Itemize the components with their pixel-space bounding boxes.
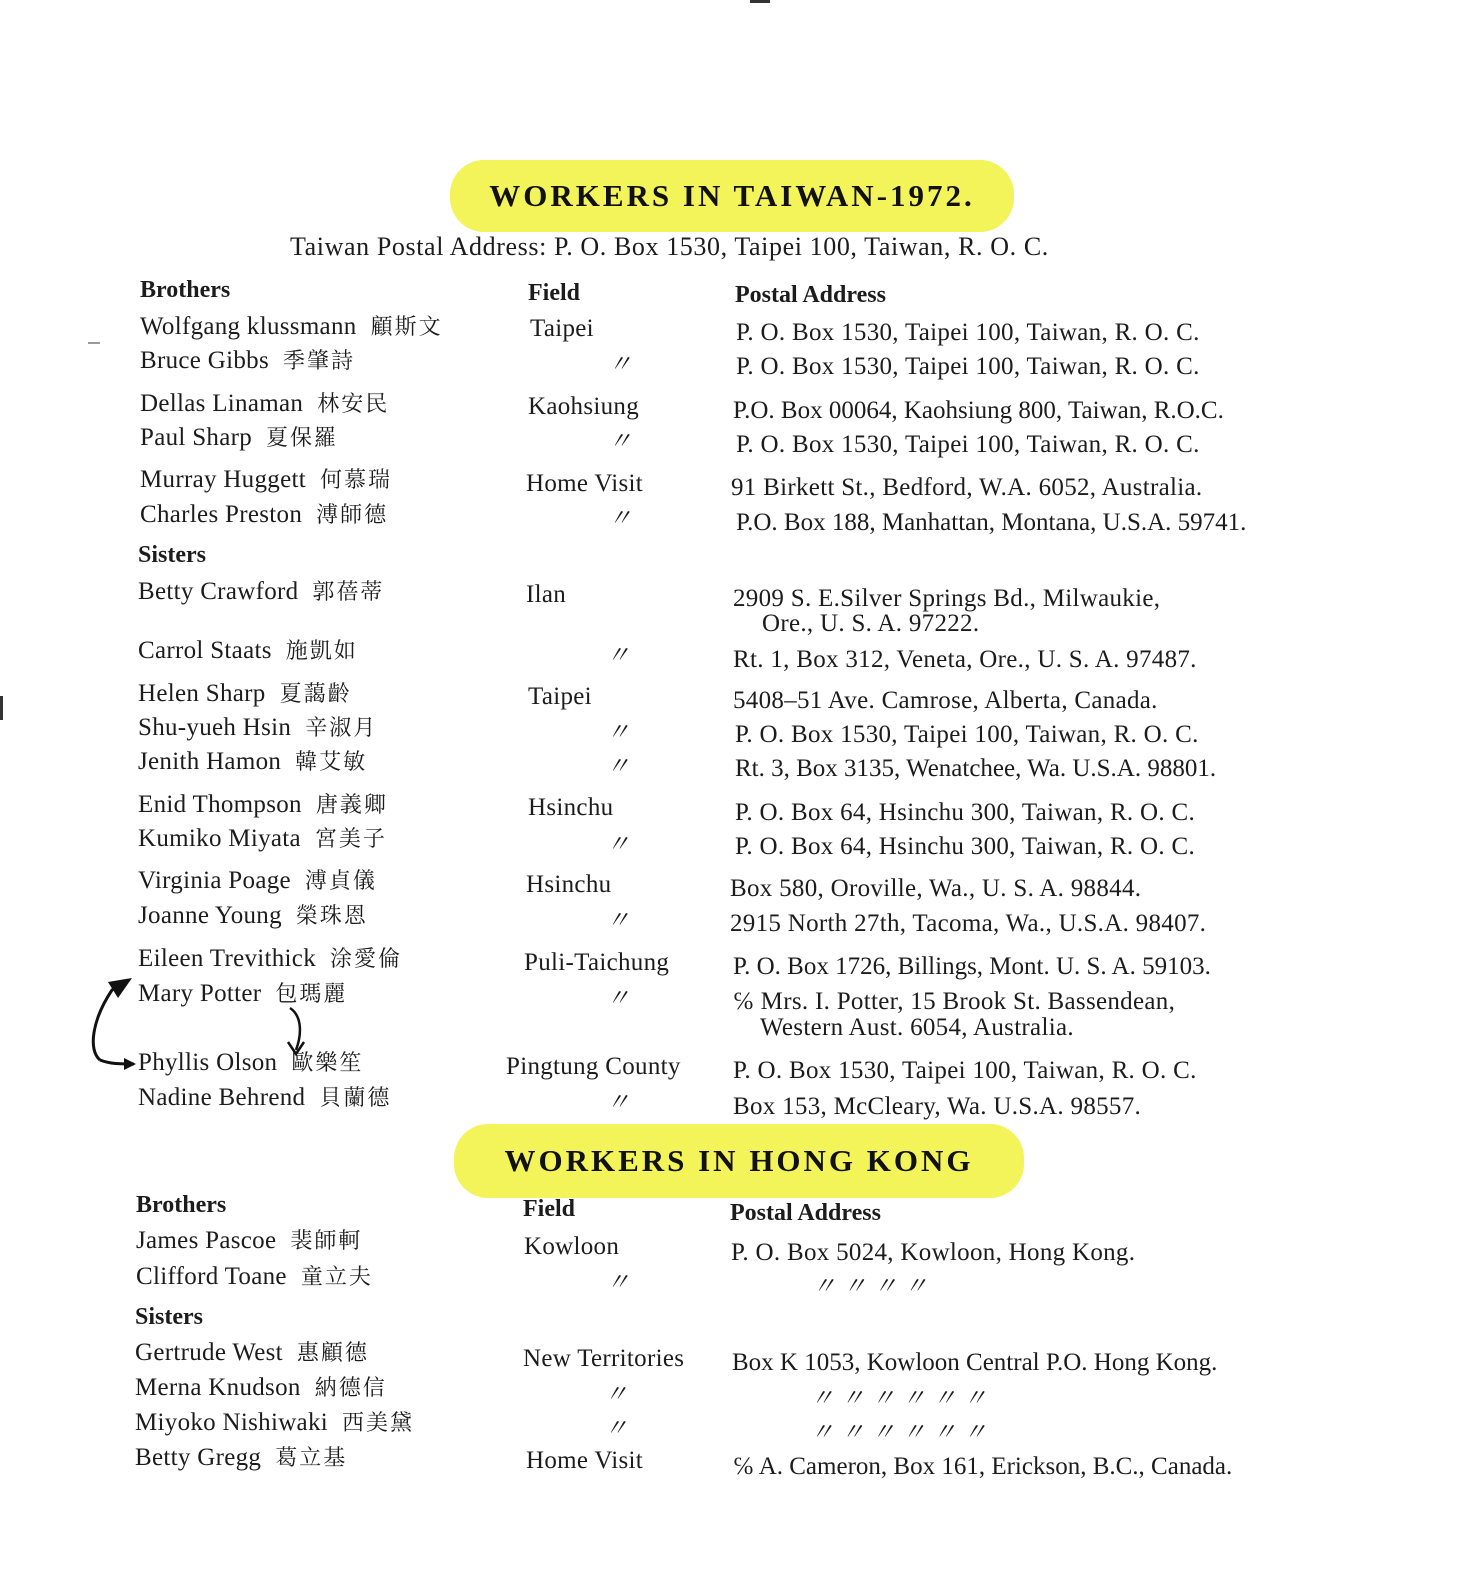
field-cell: Pingtung County	[506, 1053, 681, 1080]
address-cell: 2915 North 27th, Tacoma, Wa., U.S.A. 98407.	[730, 910, 1207, 937]
taiwan-brothers-heading: Brothers	[140, 277, 231, 303]
list-item: Virginia Poage 溥貞儀	[138, 867, 377, 894]
ditto-mark: 〃	[606, 1270, 631, 1296]
list-item: Bruce Gibbs 季肇詩	[140, 347, 355, 374]
list-item: Wolfgang klussmann 顧斯文	[140, 313, 443, 340]
address-cell: ℅ A. Cameron, Box 161, Erickson, B.C., Canada.	[733, 1453, 1233, 1480]
address-cell: P. O. Box 1726, Billings, Mont. U. S. A. 59103.	[733, 953, 1211, 980]
address-cell: P. O. Box 1530, Taipei 100, Taiwan, R. O. C.	[736, 353, 1200, 380]
list-item: Nadine Behrend 貝蘭德	[138, 1084, 392, 1111]
hongkong-postal-heading: Postal Address	[730, 1200, 881, 1226]
scan-artifact	[750, 0, 770, 3]
address-cell: Box 153, McCleary, Wa. U.S.A. 98557.	[733, 1093, 1142, 1120]
address-cell: P. O. Box 1530, Taipei 100, Taiwan, R. O. C.	[736, 319, 1200, 346]
field-cell: Hsinchu	[526, 871, 612, 898]
ditto-mark: 〃	[608, 352, 633, 378]
list-item: James Pascoe 裴師軻	[136, 1227, 363, 1254]
field-cell: Ilan	[526, 581, 567, 608]
address-cell-continued: Ore., U. S. A. 97222.	[762, 610, 980, 637]
address-cell: P.O. Box 188, Manhattan, Montana, U.S.A. 59741.	[736, 509, 1247, 536]
list-item: Jenith Hamon 韓艾敏	[138, 748, 368, 775]
list-item: Kumiko Miyata 宮美子	[138, 825, 387, 852]
address-cell: P. O. Box 1530, Taipei 100, Taiwan, R. O. C.	[735, 721, 1199, 748]
list-item: Joanne Young 榮珠恩	[138, 902, 368, 929]
list-item: Charles Preston 溥師德	[140, 501, 389, 528]
taiwan-title: WORKERS IN TAIWAN-1972.	[489, 178, 975, 213]
ditto-mark: 〃	[606, 720, 631, 746]
list-item: Enid Thompson 唐義卿	[138, 791, 388, 818]
list-item: Shu-yueh Hsin 辛淑月	[138, 714, 378, 741]
address-cell: Rt. 3, Box 3135, Wenatchee, Wa. U.S.A. 98801.	[735, 755, 1217, 782]
address-cell: P. O. Box 64, Hsinchu 300, Taiwan, R. O. C.	[735, 799, 1196, 826]
hongkong-sisters-heading: Sisters	[135, 1304, 203, 1330]
ditto-mark: 〃	[606, 908, 631, 934]
list-item: Clifford Toane 童立夫	[136, 1263, 373, 1290]
list-item: Dellas Linaman 林安民	[140, 390, 390, 417]
ditto-mark: 〃 〃 〃 〃 〃 〃	[810, 1386, 988, 1412]
field-cell: New Territories	[523, 1345, 685, 1372]
ditto-mark: 〃	[606, 754, 631, 780]
ditto-mark: 〃	[606, 986, 631, 1012]
field-cell: Taipei	[530, 315, 594, 342]
taiwan-sisters-heading: Sisters	[138, 542, 206, 568]
list-item: Mary Potter 包瑪麗	[138, 980, 348, 1007]
address-cell: P. O. Box 1530, Taipei 100, Taiwan, R. O. C.	[736, 431, 1200, 458]
scan-artifact	[88, 342, 100, 344]
ditto-mark: 〃 〃 〃 〃	[812, 1274, 929, 1300]
hongkong-title-banner	[454, 1124, 1024, 1198]
ditto-mark: 〃	[604, 1416, 629, 1442]
field-cell: Puli-Taichung	[524, 949, 670, 976]
list-item: Phyllis Olson 歐樂笙	[138, 1049, 364, 1076]
address-cell: ℅ Mrs. I. Potter, 15 Brook St. Bassendean,	[733, 988, 1176, 1015]
ditto-mark: 〃	[606, 643, 631, 669]
field-cell: Home Visit	[526, 1447, 644, 1474]
list-item: Betty Crawford 郭蓓蒂	[138, 578, 385, 605]
ditto-mark: 〃	[604, 1382, 629, 1408]
field-cell: Kowloon	[524, 1233, 620, 1260]
taiwan-postal-heading: Postal Address	[735, 282, 886, 308]
list-item: Eileen Trevithick 涂愛倫	[138, 945, 403, 972]
scan-artifact	[0, 696, 3, 720]
address-cell: P.O. Box 00064, Kaohsiung 800, Taiwan, R.O.C.	[733, 397, 1224, 424]
ditto-mark: 〃	[606, 1090, 631, 1116]
address-cell: P. O. Box 1530, Taipei 100, Taiwan, R. O. C.	[733, 1057, 1197, 1084]
taiwan-field-heading: Field	[528, 280, 580, 306]
list-item: Paul Sharp 夏保羅	[140, 424, 339, 451]
taiwan-postal-address: Taiwan Postal Address: P. O. Box 1530, Taipei 100, Taiwan, R. O. C.	[290, 232, 1049, 261]
ditto-mark: 〃	[608, 429, 633, 455]
address-cell: Box K 1053, Kowloon Central P.O. Hong Kong.	[732, 1349, 1218, 1376]
hongkong-field-heading: Field	[523, 1196, 575, 1222]
field-cell: Home Visit	[526, 470, 644, 497]
list-item: Carrol Staats 施凱如	[138, 637, 358, 664]
hongkong-title: WORKERS IN HONG KONG	[504, 1143, 974, 1178]
address-cell: P. O. Box 64, Hsinchu 300, Taiwan, R. O. C.	[735, 833, 1196, 860]
address-cell: 2909 S. E.Silver Springs Bd., Milwaukie,	[733, 585, 1161, 612]
field-cell: Taipei	[528, 683, 592, 710]
list-item: Murray Huggett 何慕瑞	[140, 466, 392, 493]
hongkong-brothers-heading: Brothers	[136, 1192, 227, 1218]
address-cell-continued: Western Aust. 6054, Australia.	[760, 1014, 1074, 1041]
address-cell: Rt. 1, Box 312, Veneta, Ore., U. S. A. 97487.	[733, 646, 1197, 673]
list-item: Merna Knudson 納德信	[135, 1374, 387, 1401]
address-cell: Box 580, Oroville, Wa., U. S. A. 98844.	[730, 875, 1142, 902]
list-item: Gertrude West 惠顧德	[135, 1339, 369, 1366]
list-item: Betty Gregg 葛立基	[135, 1444, 348, 1471]
field-cell: Hsinchu	[528, 794, 614, 821]
list-item: Helen Sharp 夏藹齡	[138, 680, 352, 707]
address-cell: 91 Birkett St., Bedford, W.A. 6052, Australia.	[731, 474, 1203, 501]
list-item: Miyoko Nishiwaki 西美黛	[135, 1409, 415, 1436]
address-cell: P. O. Box 5024, Kowloon, Hong Kong.	[731, 1239, 1136, 1266]
ditto-mark: 〃 〃 〃 〃 〃 〃	[810, 1420, 988, 1446]
ditto-mark: 〃	[608, 506, 633, 532]
field-cell: Kaohsiung	[528, 393, 640, 420]
ditto-mark: 〃	[606, 832, 631, 858]
address-cell: 5408–51 Ave. Camrose, Alberta, Canada.	[733, 687, 1158, 714]
